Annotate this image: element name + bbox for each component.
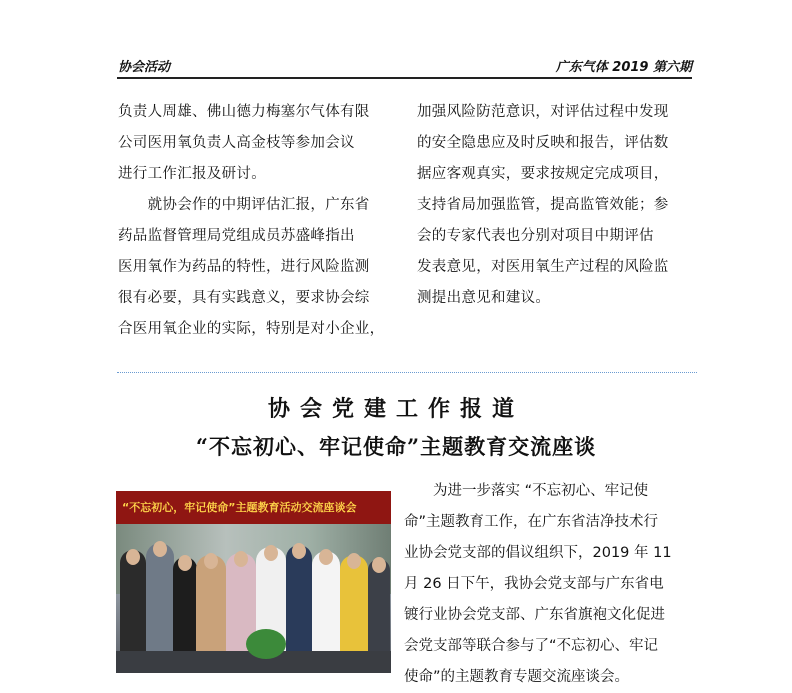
text-line: 医用氧作为药品的特性，进行风险监测 [118,259,370,275]
person-head [178,555,192,571]
text-line: 测提出意见和建议。 [417,290,551,306]
person-figure [196,555,226,655]
text-line: 公司医用氧负责人高金枝等参加会议 [118,135,355,151]
text-line: 合医用氧企业的实际，特别是对小企业， [118,321,385,337]
person-figure [340,555,368,655]
photo-plant [246,629,286,659]
article-left-column [118,97,393,345]
person-head [347,553,361,569]
person-figure [120,550,146,655]
text-line: 负责人周雄、佛山德力梅塞尔气体有限 [118,104,370,120]
text-line: 会的专家代表也分别对项目中期评估 [417,228,654,244]
article-body [404,476,694,693]
article-subtitle: “不忘初心、牢记使命”主题教育交流座谈 [195,434,597,459]
person-head [204,553,218,569]
text-line: 药品监督管理局党组成员苏盛峰指出 [118,228,355,244]
text-line: 支持省局加强监管，提高监管效能；参 [417,197,669,213]
header-publication-label: 广东气体 2019 第六期 [555,60,692,75]
header-rule [117,77,692,79]
person-head [372,557,386,573]
text-line: 进行工作汇报及研讨。 [118,166,266,182]
text-line: 业协会党支部的倡议组织下，2019 年 11 [404,545,672,561]
person-figure [312,551,340,655]
text-line: 就协会作的中期评估汇报，广东省 [118,197,370,213]
text-line: 很有必要，具有实践意义，要求协会综 [118,290,370,306]
person-head [292,543,306,559]
text-line: 会党支部等联合参与了“不忘初心、牢记 [404,638,659,654]
text-line: 发表意见，对医用氧生产过程的风险监 [417,259,669,275]
text-line: 为进一步落实 “不忘初心、牢记使 [404,483,649,499]
person-head [234,551,248,567]
person-head [264,545,278,561]
person-head [319,549,333,565]
section-title: 协会党建工作报道 [267,396,524,422]
person-figure [173,557,197,655]
photo-banner: “不忘初心，牢记使命”主题教育活动交流座谈会 [116,491,391,524]
text-line: 据应客观真实，要求按规定完成项目， [417,166,669,182]
person-figure [368,559,390,655]
person-figure [146,543,174,655]
section-divider [117,372,697,373]
header-section-label: 协会活动 [118,60,171,75]
text-line: 加强风险防范意识，对评估过程中发现 [417,104,669,120]
text-line: 的安全隐患应及时反映和报告，评估数 [417,135,669,151]
article-right-column [417,97,692,314]
text-line: 使命”的主题教育专题交流座谈会。 [404,669,630,685]
text-line: 命”主题教育工作，在广东省洁净技术行 [404,514,659,530]
text-line: 镀行业协会党支部、广东省旗袍文化促进 [404,607,665,623]
group-photo [116,491,391,673]
text-line: 月 26 日下午，我协会党支部与广东省电 [404,576,664,592]
person-figure [286,545,312,655]
person-head [126,549,140,565]
person-head [153,541,167,557]
